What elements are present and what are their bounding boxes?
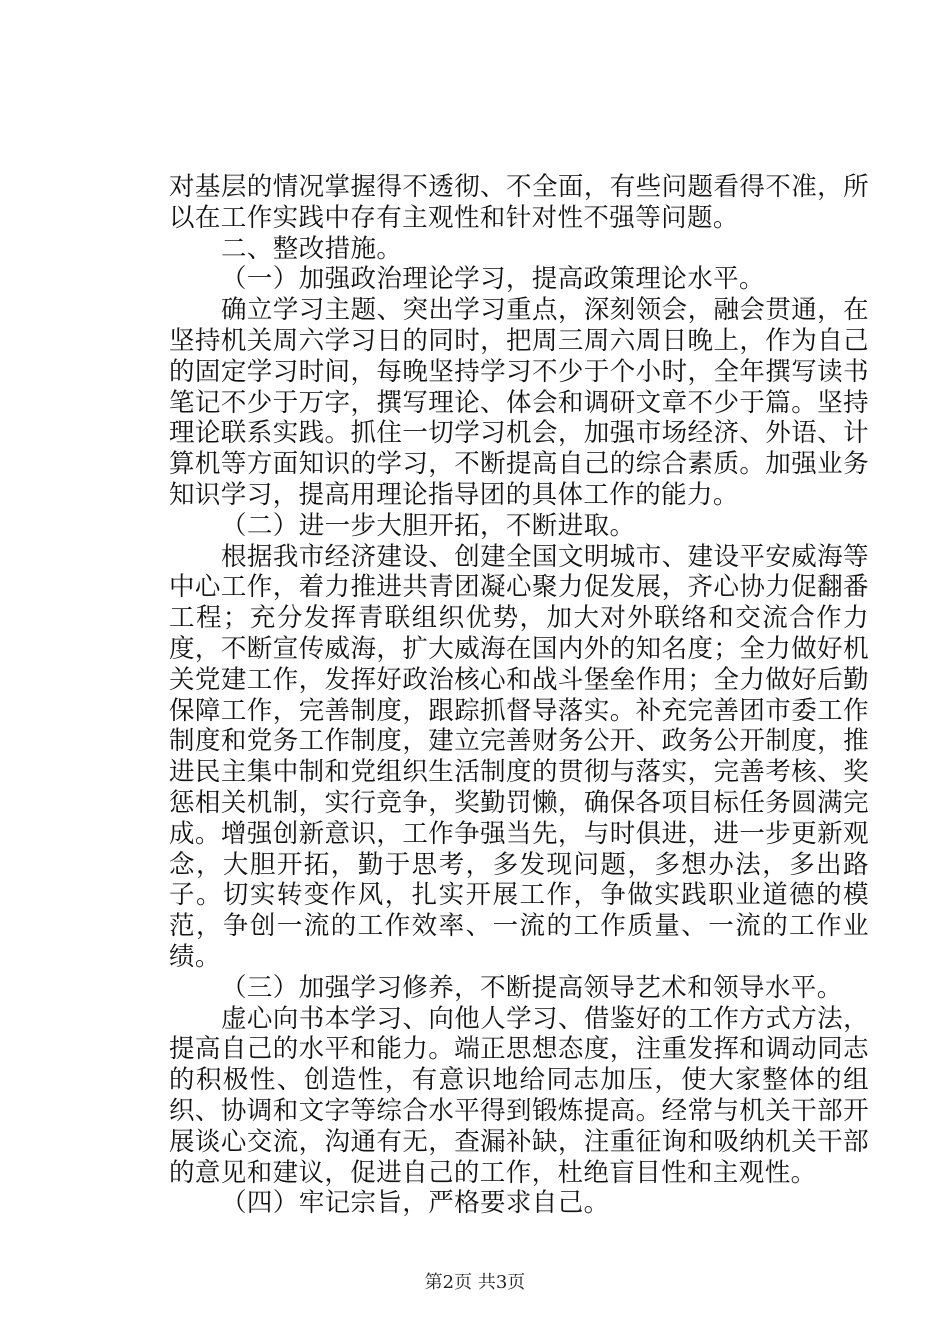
subheading-1: （一）加强政治理论学习，提高政策理论水平。 (221, 264, 765, 295)
paragraph-pioneering: 根据我市经济建设、创建全国文明城市、建设平安威海等中心工作，着力推进共青团凝心聚力促发展，齐心协力促翻番工程；充分发挥青联组织优势，加大对外联络和交流合作力度，不断宣传威海，扩大威海在国内外的知名度；全力做好机关党建工作，发挥好政治核心和战斗堡垒作用；全力做好后勤保障工作，完善制度，跟踪抓督导落实。补充完善团市委工作制度和党务工作制度，建立完善财务公开、政务公开制度，推进民主集中制和党组织生活制度的贯彻与落实，完善考核、奖惩相关机制，实行竞争，奖勤罚懒，确保各项目标任务圆满完成。增强创新意识，工作争强当先，与时俱进，进一步更新观念，大胆开拓，勤于思考，多发现问题，多想办法，多出路子。切实转变作风，扎实开展工作，争做实践职业道德的模范，争创一流的工作效率、一流的工作质量、一流的工作业绩。 (169, 541, 869, 972)
paragraph-cultivation: 虚心向书本学习、向他人学习、借鉴好的工作方式方法，提高自己的水平和能力。端正思想态度，注重发挥和调动同志的积极性、创造性，有意识地给同志加压，使大家整体的组织、协调和文字等综合水平得到锻炼提高。经常与机关干部开展谈心交流，沟通有无，查漏补缺，注重征询和吸纳机关干部的意见和建议，促进自己的工作，杜绝盲目性和主观性。 (169, 1003, 869, 1188)
document-body (169, 172, 869, 1219)
subheading-3: （三）加强学习修养，不断提高领导艺术和领导水平。 (221, 972, 843, 1003)
subheading-4: （四）牢记宗旨，严格要求自己。 (221, 1188, 610, 1219)
section-heading-rectification: 二、整改措施。 (221, 233, 403, 264)
subheading-2: （二）进一步大胆开拓，不断进取。 (221, 510, 636, 541)
paragraph-continuation: 对基层的情况掌握得不透彻、不全面，有些问题看得不准，所以在工作实践中存有主观性和针对性不强等问题。 (169, 172, 869, 233)
page-footer: 第2页 共3页 (424, 1272, 526, 1293)
paragraph-study: 确立学习主题、突出学习重点，深刻领会，融会贯通，在坚持机关周六学习日的同时，把周三周六周日晚上，作为自己的固定学习时间，每晚坚持学习不少于个小时，全年撰写读书笔记不少于万字，撰写理论、体会和调研文章不少于篇。坚持理论联系实践。抓住一切学习机会，加强市场经济、外语、计算机等方面知识的学习，不断提高自己的综合素质。加强业务知识学习，提高用理论指导团的具体工作的能力。 (169, 295, 869, 510)
